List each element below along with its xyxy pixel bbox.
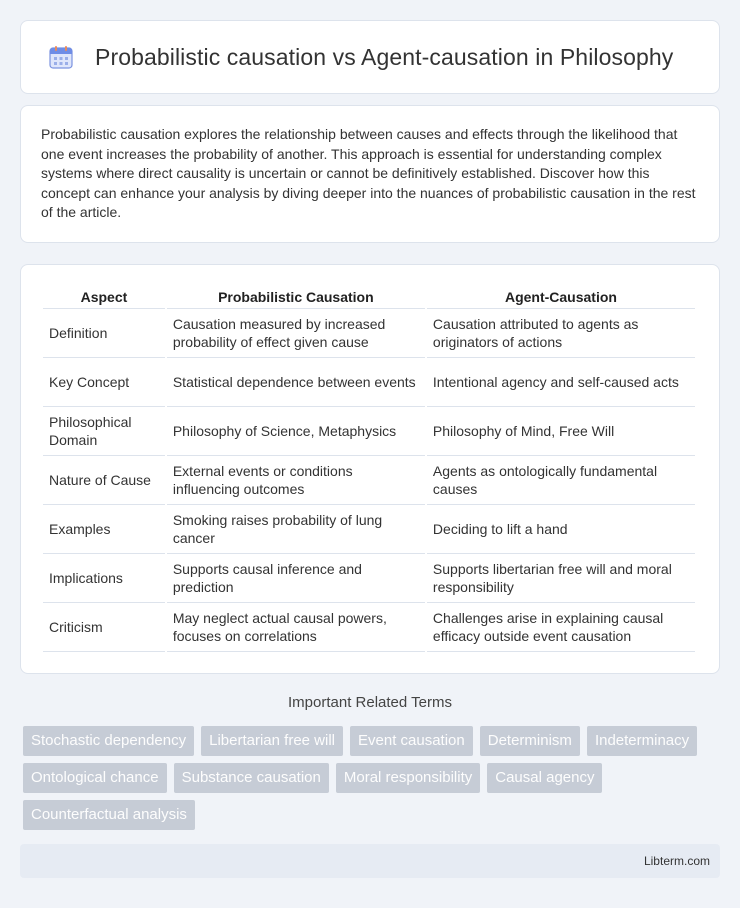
- row-probabilistic: Statistical dependence between events: [167, 358, 425, 407]
- row-aspect: Philosophical Domain: [43, 407, 165, 456]
- related-term-tag[interactable]: Causal agency: [487, 763, 602, 793]
- table-header-row: [43, 285, 695, 309]
- intro-card: [20, 105, 720, 243]
- related-term-tag[interactable]: Moral responsibility: [336, 763, 480, 793]
- related-term-tag[interactable]: Event causation: [350, 726, 473, 756]
- calendar-icon: [47, 43, 75, 71]
- header-agent-causation: Agent-Causation: [427, 285, 695, 309]
- related-term-tag[interactable]: Ontological chance: [23, 763, 167, 793]
- related-terms-list: [23, 726, 713, 830]
- comparison-table-card: [20, 264, 720, 674]
- row-agent: Philosophy of Mind, Free Will: [427, 407, 695, 456]
- table-row: [43, 407, 695, 456]
- row-agent: Intentional agency and self-caused acts: [427, 358, 695, 407]
- header-probabilistic-causation: Probabilistic Causation: [167, 285, 425, 309]
- row-probabilistic: Philosophy of Science, Metaphysics: [167, 407, 425, 456]
- row-probabilistic: Causation measured by increased probability of effect given cause: [167, 309, 425, 358]
- row-aspect: Nature of Cause: [43, 456, 165, 505]
- comparison-table: [41, 285, 697, 652]
- related-term-tag[interactable]: Substance causation: [174, 763, 329, 793]
- table-row: [43, 505, 695, 554]
- table-row: [43, 358, 695, 407]
- row-probabilistic: Supports causal inference and prediction: [167, 554, 425, 603]
- header-card: [20, 20, 720, 94]
- row-aspect: Key Concept: [43, 358, 165, 407]
- header-aspect: Aspect: [43, 285, 165, 309]
- row-aspect: Definition: [43, 309, 165, 358]
- table-row: [43, 456, 695, 505]
- table-row: [43, 309, 695, 358]
- related-term-tag[interactable]: Libertarian free will: [201, 726, 343, 756]
- related-term-tag[interactable]: Stochastic dependency: [23, 726, 194, 756]
- row-agent: Agents as ontologically fundamental causes: [427, 456, 695, 505]
- row-agent: Deciding to lift a hand: [427, 505, 695, 554]
- row-aspect: Criticism: [43, 603, 165, 652]
- row-aspect: Examples: [43, 505, 165, 554]
- footer: [20, 844, 720, 878]
- row-probabilistic: Smoking raises probability of lung cancer: [167, 505, 425, 554]
- table-row: [43, 554, 695, 603]
- row-agent: Challenges arise in explaining causal efficacy outside event causation: [427, 603, 695, 652]
- related-term-tag[interactable]: Determinism: [480, 726, 580, 756]
- related-term-tag[interactable]: Indeterminacy: [587, 726, 697, 756]
- row-aspect: Implications: [43, 554, 165, 603]
- row-probabilistic: May neglect actual causal powers, focuses on correlations: [167, 603, 425, 652]
- row-agent: Supports libertarian free will and moral responsibility: [427, 554, 695, 603]
- related-term-tag[interactable]: Counterfactual analysis: [23, 800, 195, 830]
- row-probabilistic: External events or conditions influencing outcomes: [167, 456, 425, 505]
- related-terms-title: Important Related Terms: [288, 694, 452, 711]
- page-title: Probabilistic causation vs Agent-causation in Philosophy: [95, 43, 674, 70]
- table-row: [43, 603, 695, 652]
- row-agent: Causation attributed to agents as originators of actions: [427, 309, 695, 358]
- intro-paragraph: Probabilistic causation explores the relationship between causes and effects through the likelihood that one event increases the probability of another. This approach is essential for understanding complex systems where direct causality is uncertain or cannot be definitively established. Discover how this concept can enhance your analysis by diving deeper into the nuances of probabilistic causation in the rest of the article.: [41, 126, 696, 220]
- footer-site-link[interactable]: Libterm.com: [643, 854, 710, 868]
